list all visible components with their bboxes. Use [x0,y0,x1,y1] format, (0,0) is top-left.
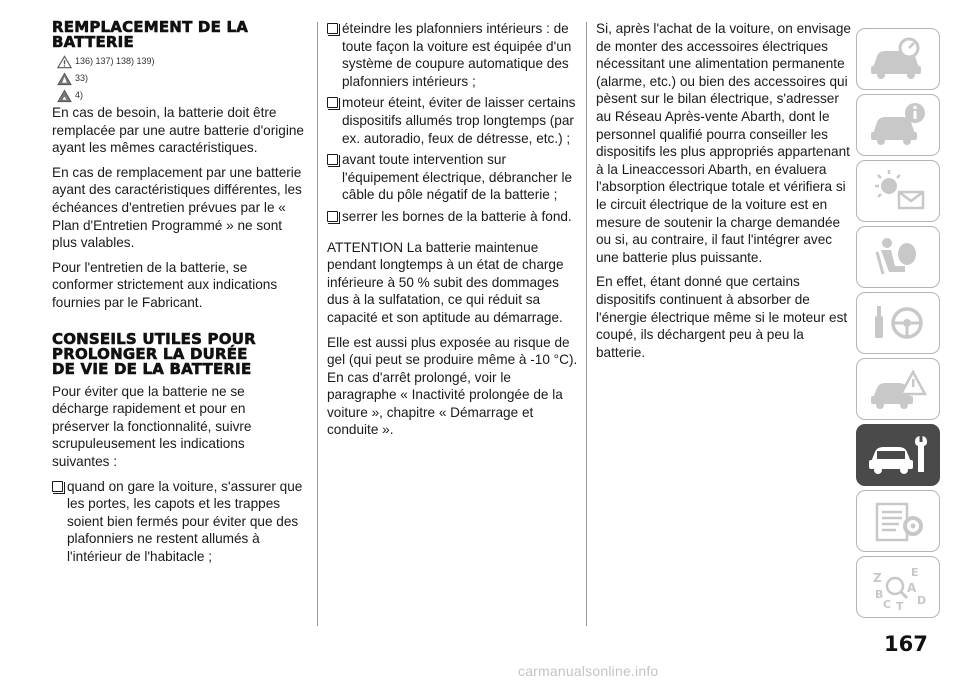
index-letter: D [917,594,927,607]
checkbox-bullet-icon [327,211,338,222]
paragraph-tips-intro: Pour éviter que la batterie ne se décharge rapidement et pour en préserver la fonctionnalité, suivre scrupuleusement les indications suivantes : [52,383,252,469]
index-letter: A [907,581,917,595]
hazard-reference-line: 33) [52,70,304,87]
tab-starting-driving[interactable] [856,292,940,354]
checkbox-bullet-icon [327,23,338,34]
section-title-battery-tips: CONSEILS UTILES POUR PROLONGER LA DURÉE DE VIE DE LA BATTERIE [52,329,256,378]
tab-technical-data[interactable] [856,490,940,552]
paragraph-frost: Elle est aussi plus exposée au risque de gel (qui peut se produire même à -10 °C). En cas d'arrêt prolongé, voir le paragraphe « Inactivité prolongée de la voiture », chapitre « Démarrage et conduite ». [327,334,578,438]
warning-triangle-icon [57,55,72,69]
list-item: avant toute intervention sur l'équipement électrique, débrancher le câble du pôle négatif de la batterie ; [327,151,579,204]
index-letter: Z [873,571,882,585]
airbag-seat-icon [863,232,933,282]
hazard-triangle-icon [57,72,72,86]
paragraph-accessories: Si, après l'achat de la voiture, on envisage de monter des accessoires électriques nécessitant une alimentation permanente (alarme, etc.) ou bien des accessoires qui pèsent sur le bilan électrique, s'adresser au Réseau Après-vente Abarth, dont le personnel qualifié pourra conseiller les dispositifs les plus appropriés appartenant à la Lineaccessori Abarth, en évaluera l'absorption électrique totale et vérifiera si le circuit électrique de la voiture est en mesure de soutenir la charge demandée ou si, au contraire, il faut l'intégrer avec une batterie plus puissante. [596,21,851,265]
car-maintenance-icon [863,430,933,480]
checkbox-bullet-icon [327,154,338,165]
environment-reference-line: 4) [52,87,304,104]
list-item: éteindre les plafonniers intérieurs : de toute façon la voiture est équipée d'un système de coupure automatique des plafonniers intérieurs ; [327,20,579,90]
column-3 [596,20,852,368]
list-item: moteur éteint, éviter de laisser certains dispositifs allumés trop longtemps (par ex. autoradio, feux de détresse, etc.) ; [327,94,579,147]
tab-index[interactable] [856,556,940,618]
column-divider [317,22,318,626]
paragraph-replacement: En cas de besoin, la batterie doit être remplacée par une autre batterie d'origine ayant les mêmes caractéristiques. [52,105,304,156]
car-info-icon [863,100,933,150]
checkbox-bullet-icon [52,481,63,492]
footer-watermark: carmanualsonline.info [518,663,659,679]
index-letter: B [875,588,884,601]
car-emergency-icon [863,364,933,414]
tab-safety[interactable] [856,226,940,288]
car-dashboard-icon [863,34,933,84]
index-letter: E [911,566,919,579]
paragraph-energy-drain: En effet, étant donné que certains dispositifs continuent à absorber de l'énergie électrique même si le moteur est coupé, ils déchargent peu à peu la batterie. [596,274,848,360]
tab-car-info[interactable] [856,94,940,156]
column-2 [327,20,579,446]
checkbox-bullet-icon [327,97,338,108]
environment-triangle-icon [57,89,72,103]
tab-dashboard[interactable] [856,28,940,90]
tab-warning-lights[interactable] [856,160,940,222]
list-item: quand on gare la voiture, s'assurer que les portes, les capots et les trappes soient bien fermés pour éviter que des plafonniers ne restent allumés à l'intérieur de l'habitacle ; [52,478,304,566]
chapter-tabs [856,28,942,622]
list-item: serrer les bornes de la batterie à fond. [327,208,579,226]
section-title-battery-replacement: REMPLACEMENT DE LA BATTERIE [52,18,249,51]
key-steering-wheel-icon [863,298,933,348]
paragraph-maintenance: Pour l'entretien de la batterie, se conformer strictement aux indications fournies par le Fabricant. [52,259,278,310]
technical-specs-icon [863,496,933,546]
column-divider [586,22,587,626]
warning-reference-line: 136) 137) 138) 139) [52,53,304,70]
tab-maintenance[interactable] [856,424,940,486]
page-number: 167 [884,632,928,656]
tab-emergency[interactable] [856,358,940,420]
warning-lights-message-icon [863,166,933,216]
paragraph-attention: ATTENTION La batterie maintenue pendant longtemps à un état de charge inférieure à 50 % subit des dommages dus à la sulfatation, ce qui réduit sa capacité et son aptitude au démarrage. [327,239,564,325]
column-1 [52,20,304,569]
index-letter: T [896,600,904,612]
index-letter: C [883,598,892,611]
paragraph-different-specs: En cas de remplacement par une batterie ayant des caractéristiques différentes, les échéances d'entretien prévues par le « Plan d'Entretien Programmé » ne sont plus valables. [52,164,302,251]
alphabetical-index-icon [863,562,933,612]
